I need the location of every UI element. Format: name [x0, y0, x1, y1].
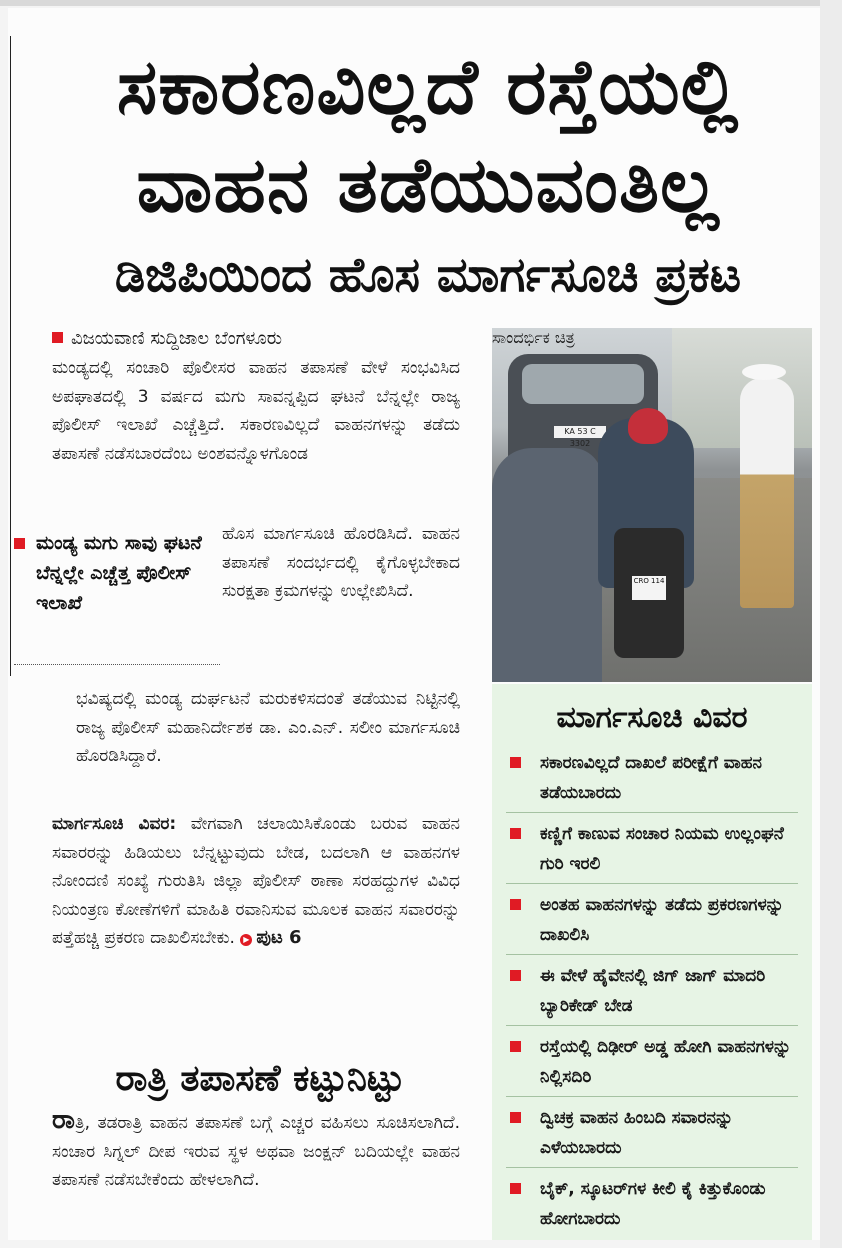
guidelines-label: ಮಾರ್ಗಸೂಚಿ ವಿವರ: [52, 814, 177, 834]
guidelines-box [492, 684, 812, 1240]
dateline [52, 325, 282, 353]
body-paragraph-4-text: ತ್ರಿ, ತಡರಾತ್ರಿ ವಾಹನ ತಪಾಸಣೆ ಬಗ್ಗೆ ಎಚ್ಚರ ವಹಿಸಲು ಸೂಚಿಸಲಾಗಿದೆ. ಸಂಚಾರ ಸಿಗ್ನಲ್ ದೀಪ ಇರುವ ಸ್ಥಳ ಅಥವಾ ಜಂಕ್ಷನ್ ಬದಿಯಲ್ಲೇ ವಾಹನ ತಪಾಸಣೆ ನಡೆಸಬೇಕೆಂದು ಹೇಳಲಾಗಿದೆ. [52, 1113, 460, 1191]
list-item: ಅಂತಹ ವಾಹನಗಳನ್ನು ತಡೆದು ಪ್ರಕರಣಗಳನ್ನು ದಾಖಲಿಸಿ [506, 884, 798, 955]
body-paragraph-3-text: ವೇಗವಾಗಿ ಚಲಾಯಿಸಿಕೊಂಡು ಬರುವ ವಾಹನ ಸವಾರರನ್ನು ಹಿಡಿಯಲು ಬೆನ್ನಟ್ಟುವುದು ಬೇಡ, ಬದಲಾಗಿ ಆ ವಾಹನಗಳ ನೋಂದಣಿ ಸಂಖ್ಯೆ ಗುರುತಿಸಿ ಜಿಲ್ಲಾ ಪೊಲೀಸ್ ಠಾಣಾ ಸರಹದ್ದುಗಳ ವಿವಿಧ ನಿಯಂತ್ರಣ ಕೋಣೆಗಳಿಗೆ ಮಾಹಿತಿ ರವಾನಿಸುವ ಮೂಲಕ ವಾಹನ ಸವಾರರನ್ನು ಪತ್ತೆಹಚ್ಚಿ ಪ್ರಕರಣ ದಾಖಲಿಸಬೇಕು. [52, 814, 461, 949]
pull-quote-divider [14, 664, 220, 665]
subheadline: ಡಿಜಿಪಿಯಿಂದ ಹೊಸ ಮಾರ್ಗಸೂಚಿ ಪ್ರಕಟ [114, 247, 742, 303]
bike-plate: CRO 114 [632, 576, 666, 600]
red-square-icon [14, 538, 25, 549]
top-strip [0, 0, 842, 6]
list-item: ರಸ್ತೆಯಲ್ಲಿ ದಿಢೀರ್ ಅಡ್ಡ ಹೋಗಿ ವಾಹನಗಳನ್ನು ನಿಲ್ಲಿಸದಿರಿ [506, 1026, 798, 1097]
red-square-icon [510, 970, 521, 981]
photo-credit: ಸಾಂದರ್ಭಿಕ ಚಿತ್ರ [492, 328, 575, 347]
column-rule [10, 36, 11, 676]
guidelines-list [506, 742, 798, 1239]
page-edge [820, 0, 842, 1248]
red-square-icon [52, 332, 63, 343]
headline: ಸಕಾರಣವಿಲ್ಲದೆ ರಸ್ತೆಯಲ್ಲಿ ವಾಹನ ತಡೆಯುವಂತಿಲ್ಲ [116, 42, 740, 229]
play-arrow-icon: ▶ [240, 934, 252, 946]
list-item: ಸಕಾರಣವಿಲ್ಲದೆ ದಾಖಲೆ ಪರೀಕ್ಷೆಗೆ ವಾಹನ ತಡೆಯಬಾರದು [506, 742, 798, 813]
lead-continuation: ಹೊಸ ಮಾರ್ಗಸೂಚಿ ಹೊರಡಿಸಿದೆ. ವಾಹನ ತಪಾಸಣೆ ಸಂದರ್ಭದಲ್ಲಿ ಕೈಗೊಳ್ಳಬೇಕಾದ ಸುರಕ್ಷತಾ ಕ್ರಮಗಳನ್ನು ಉಲ್ಲೇಖಿಸಿದೆ. [222, 524, 460, 602]
red-square-icon [510, 1112, 521, 1123]
red-square-icon [510, 899, 521, 910]
body-paragraph-2-text: ಭವಿಷ್ಯದಲ್ಲಿ ಮಂಡ್ಯ ದುರ್ಘಟನೆ ಮರುಕಳಿಸದಂತೆ ತಡೆಯುವ ನಿಟ್ಟಿನಲ್ಲಿ ರಾಜ್ಯ ಪೊಲೀಸ್ ಮಹಾನಿರ್ದೇಶಕ ಡಾ. ಎಂ.ಎನ್. ಸಲೀಂ ಮಾರ್ಗಸೂಚಿ ಹೊರಡಿಸಿದ್ದಾರೆ. [76, 689, 460, 767]
body-paragraph-3 [52, 810, 460, 953]
pull-quote [14, 528, 210, 618]
red-square-icon [510, 757, 521, 768]
continued-on-page[interactable] [240, 927, 301, 948]
section-heading-night-checks: ರಾತ್ರಿ ತಪಾಸಣೆ ಕಟ್ಟುನಿಟ್ಟು [115, 1058, 405, 1099]
list-item: ಕಣ್ಣಿಗೆ ಕಾಣುವ ಸಂಚಾರ ನಿಯಮ ಉಲ್ಲಂಘನೆ ಗುರಿ ಇರಲಿ [506, 813, 798, 884]
continued-label: ಪುಟ 6 [256, 927, 302, 949]
car-plate: KA 53 C 3302 [554, 426, 606, 438]
list-item: ಬೈಕ್, ಸ್ಕೂಟರ್‌ಗಳ ಕೀಲಿ ಕೈ ಕಿತ್ತುಕೊಂಡು ಹೋಗಬಾರದು [506, 1168, 798, 1239]
red-square-icon [510, 1183, 521, 1194]
drop-cap: ರಾ [52, 1105, 75, 1135]
red-square-icon [510, 828, 521, 839]
lead-paragraph: ಮಂಡ್ಯದಲ್ಲಿ ಸಂಚಾರಿ ಪೊಲೀಸರ ವಾಹನ ತಪಾಸಣೆ ವೇಳೆ ಸಂಭವಿಸಿದ ಅಪಘಾತದಲ್ಲಿ 3 ವರ್ಷದ ಮಗು ಸಾವನ್ನಪ್ಪಿದ ಘಟನೆ ಬೆನ್ನಲ್ಲೇ ರಾಜ್ಯ ಪೊಲೀಸ್ ಇಲಾಖೆ ಎಚ್ಚೆತ್ತಿದೆ. ಸಕಾರಣವಿಲ್ಲದೆ ವಾಹನಗಳನ್ನು ತಡೆದು ತಪಾಸಣೆ ನಡೆಸಬಾರದೆಂಬ ಅಂಶವನ್ನೊಳಗೊಂಡ [52, 358, 460, 464]
body-paragraph-4 [52, 1106, 460, 1195]
list-item: ದ್ವಿಚಕ್ರ ವಾಹನ ಹಿಂಬದಿ ಸವಾರನನ್ನು ಎಳೆಯಬಾರದು [506, 1097, 798, 1168]
list-item: ಈ ವೇಳೆ ಹೈವೇನಲ್ಲಿ ಜಿಗ್ ಜಾಗ್ ಮಾದರಿ ಬ್ಯಾರಿಕೇಡ್ ಬೇಡ [506, 955, 798, 1026]
newspaper-page [8, 8, 820, 1240]
guidelines-box-title: ಮಾರ್ಗಸೂಚಿ ವಿವರ [556, 700, 748, 735]
red-square-icon [510, 1041, 521, 1052]
body-paragraph-2 [52, 685, 460, 771]
pull-quote-text: ಮಂಡ್ಯ ಮಗು ಸಾವು ಘಟನೆ ಬೆನ್ನಲ್ಲೇ ಎಚ್ಚೆತ್ತ ಪೊಲೀಸ್ ಇಲಾಖೆ [36, 532, 202, 614]
dateline-text: ವಿಜಯವಾಣಿ ಸುದ್ದಿಜಾಲ ಬೆಂಗಳೂರು [71, 328, 282, 349]
